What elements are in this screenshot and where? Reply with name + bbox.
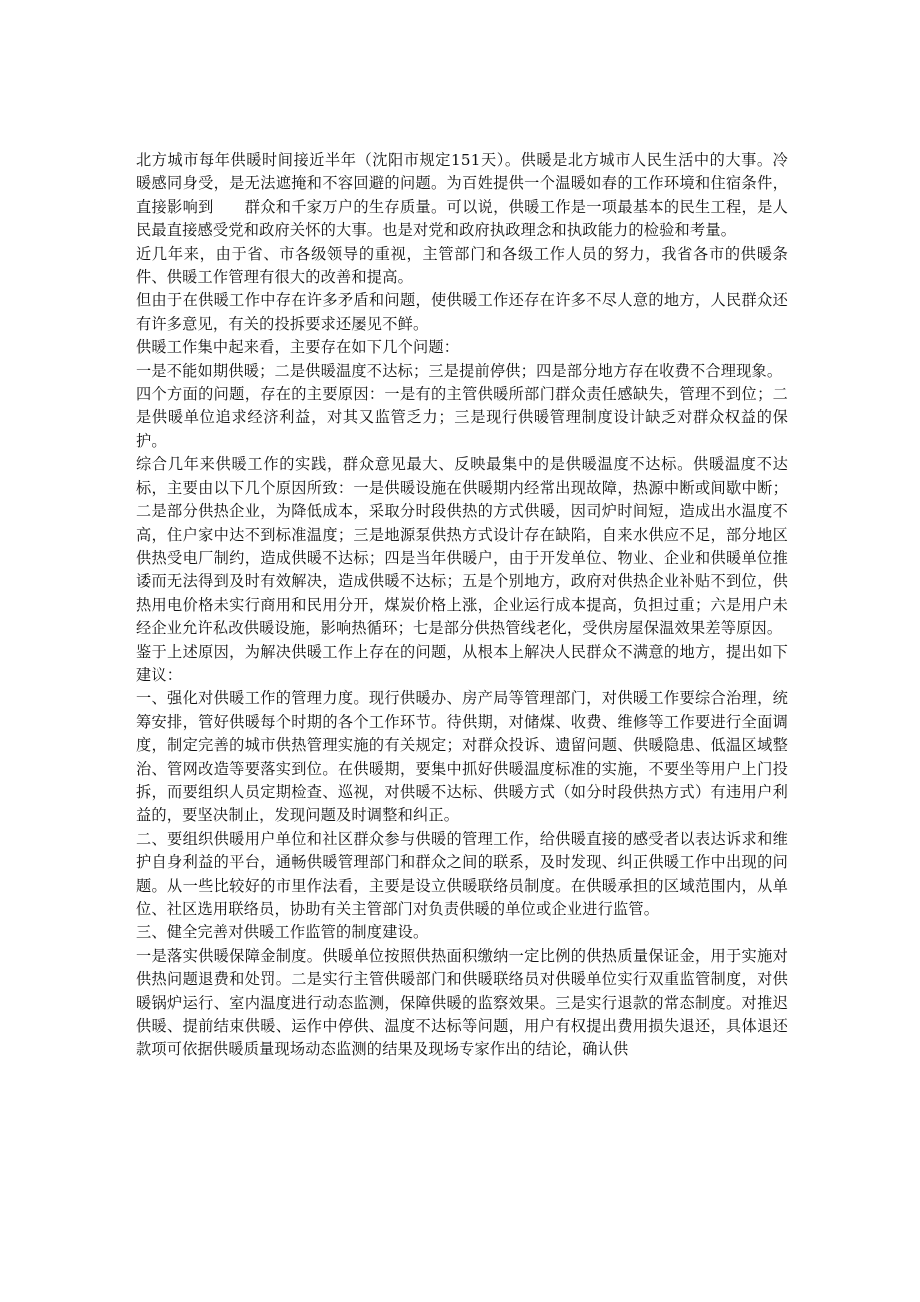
paragraph: 二、要组织供暖用户单位和社区群众参与供暖的管理工作，给供暖直接的感受者以表达诉求和维护自身利益的平台，通畅供暖管理部门和群众之间的联系，及时发现、纠正供暖工作中出现的问题。从一些比较好的市里作法看，主要是设立供暖联络员制度。在供暖承担的区域范围内，从单位、社区选用联络员，协助有关主管部门对负责供暖的单位或企业进行监管。 [136, 829, 788, 918]
paragraph: 综合几年来供暖工作的实践，群众意见最大、反映最集中的是供暖温度不达标。供暖温度不达标，主要由以下几个原因所致：一是供暖设施在供暖期内经常出现故障，热源中断或间歇中断；二是部分供热企业，为降低成本，采取分时段供热的方式供暖，因司炉时间短，造成出水温度不高，住户家中达不到标准温度；三是地源泵供热方式设计存在缺陷，自来水供应不足，部分地区供热受电厂制约，造成供暖不达标；四是当年供暖户，由于开发单位、物业、企业和供暖单位推诿而无法得到及时有效解决，造成供暖不达标；五是个别地方，政府对供热企业补贴不到位，供热用电价格未实行商用和民用分开，煤炭价格上涨，企业运行成本提高，负担过重；六是用户未经企业允许私改供暖设施，影响热循环；七是部分供热管线老化，受供房屋保温效果差等原因。 [136, 455, 788, 638]
paragraph: 三、健全完善对供暖工作监管的制度建设。 [136, 923, 429, 942]
paragraph: 北方城市每年供暖时间接近半年（沈阳市规定151天）。供暖是北方城市人民生活中的大事。冷暖感同身受，是无法遮掩和不容回避的问题。为百姓提供一个温暖如春的工作环境和住宿条件，直接影响到 群众和千家万户的生存质量。可以说，供暖工作是一项最基本的民生工程，是人民最直接感受党和政府关怀的大事。也是对党和政府执政理念和执政能力的检验和考量。 [136, 151, 788, 240]
paragraph: 一、强化对供暖工作的管理力度。现行供暖办、房产局等管理部门，对供暖工作要综合治理，统筹安排，管好供暖每个时期的各个工作环节。待供期，对储煤、收费、维修等工作要进行全面调度，制定完善的城市供热管理实施的有关规定；对群众投诉、遗留问题、供暖隐患、低温区域整治、管网改造等要落实到位。在供暖期，要集中抓好供暖温度标准的实施，不要坐等用户上门投拆，而要组织人员定期检查、巡视，对供暖不达标、供暖方式（如分时段供热方式）有违用户利益的，要坚决制止，发现问题及时调整和纠正。 [136, 689, 788, 825]
paragraph: 一是落实供暖保障金制度。供暖单位按照供热面积缴纳一定比例的供热质量保证金，用于实施对供热问题退费和处罚。二是实行主管供暖部门和供暖联络员对供暖单位实行双重监管制度，对供暖锅炉运行、室内温度进行动态监测，保障供暖的监察效果。三是实行退款的常态制度。对推迟供暖、提前结束供暖、运作中停供、温度不达标等问题，用户有权提出费用损失退还，具体退还款项可依据供暖质量现场动态监测的结果及现场专家作出的结论，确认供 [136, 946, 788, 1059]
paragraph: 供暖工作集中起来看，主要存在如下几个问题： [136, 338, 460, 357]
document-body [136, 149, 788, 1062]
paragraph: 鉴于上述原因，为解决供暖工作上存在的问题，从根本上解决人民群众不满意的地方，提出如下建议： [136, 642, 788, 684]
paragraph: 四个方面的问题，存在的主要原因：一是有的主管供暖所部门群众责任感缺失，管理不到位；二是供暖单位追求经济利益，对其又监管乏力；三是现行供暖管理制度设计缺乏对群众权益的保护。 [136, 385, 788, 450]
paragraph: 但由于在供暖工作中存在许多矛盾和问题，使供暖工作还存在许多不尽人意的地方，人民群众还有许多意见，有关的投拆要求还屡见不鲜。 [136, 291, 788, 333]
paragraph: 一是不能如期供暖；二是供暖温度不达标；三是提前停供；四是部分地方存在收费不合理现象。 [136, 361, 783, 380]
paragraph: 近几年来，由于省、市各级领导的重视，主管部门和各级工作人员的努力，我省各市的供暖条件、供暖工作管理有很大的改善和提高。 [136, 244, 788, 287]
